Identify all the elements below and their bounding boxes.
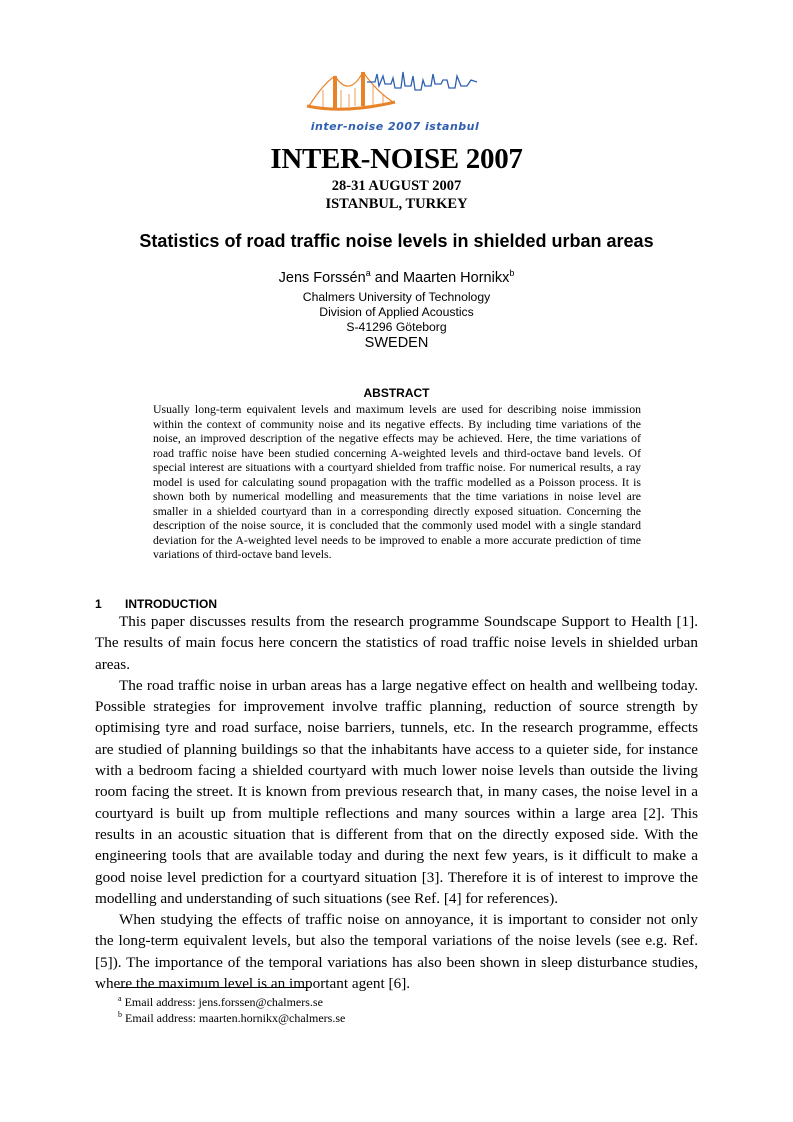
paper-title: Statistics of road traffic noise levels in shielded urban areas [139,231,654,251]
section-body [95,611,698,994]
conference-title: INTER-NOISE 2007 [270,143,523,175]
conference-logo [305,62,485,134]
affiliation-line: S-41296 Göteborg [346,320,447,334]
affiliation-line: Division of Applied Acoustics [319,305,474,319]
author-line [0,268,793,286]
author-name: Maarten Hornikx [402,269,510,286]
section-number: 1 [95,597,102,611]
paragraph: When studying the effects of traffic noise on annoyance, it is important to consider not only the long-term equivalent levels, but also the temporal variations of the noise levels (see e.g. Ref. [5]). The importance of the temporal variations has also been shown in sleep disturbance studies, where the maximum level is an important agent [6]. [95,911,698,993]
conference-date: 28-31 AUGUST 2007 [331,178,462,194]
footnote-mark: b [118,1010,122,1019]
footnote-mark: a [118,994,122,1003]
section-title: INTRODUCTION [125,597,217,611]
footnote [118,1010,345,1026]
logo-text: inter-noise 2007 istanbul [310,120,480,133]
affiliation-country: SWEDEN [364,335,429,351]
author-separator: and [370,269,403,286]
paragraph: The road traffic noise in urban areas has a large negative effect on health and wellbeing today. Possible strategies for improvement involve traffic planning, reduction of source strength by optimising tyre and road surface, noise barriers, tunnels, etc. In the research programme, effects are studied of planning buildings so that the inhabitants have access to a quieter side, for instance with a bedroom facing a shielded courtyard with much lower noise levels than outside the living room facing the street. It is known from previous research that, in many cases, the noise level in a courtyard is built up from multiple reflections and many sources within a large area [2]. This results in an acoustic situation that is different from that on the directly exposed side. With the engineering tools that are available today and during the next few years, is it difficult to make a good noise level prediction for a courtyard situation [3]. Therefore it is of interest to improve the modelling and understanding of such situations (see Ref. [4] for references). [95,676,698,907]
footnote-divider [117,987,311,988]
author-name: Jens Forssén [278,269,366,286]
conference-location: ISTANBUL, TURKEY [325,196,468,212]
abstract-heading: ABSTRACT [363,386,430,400]
section-heading [95,597,217,611]
affiliation-line: Chalmers University of Technology [302,290,491,304]
author-mark: a [365,268,371,278]
footnote-text: Email address: jens.forssen@chalmers.se [124,995,323,1009]
footnote-text: Email address: maarten.hornikx@chalmers.se [125,1011,346,1025]
footnote [118,994,323,1010]
bridge-wave-icon [305,62,485,122]
paragraph: This paper discusses results from the research programme Soundscape Support to Health [1]. The results of main focus here concern the statistics of road traffic noise levels in shielded urban areas. [95,613,698,673]
author-mark: b [509,268,515,278]
abstract-text: Usually long-term equivalent levels and maximum levels are used for describing noise immission within the context of community noise and its negative effects. By including time variations of the noise, an improved description of the negative effects may be achieved. Here, the time variations of road traffic noise have been studied concerning A-weighted levels and third-octave band levels. Of special interest are situations with a courtyard shielded from traffic noise. For numerical results, a ray model is used for calculating sound propagation with the traffic modelled as a Poisson process. It is shown both by numerical modelling and measurements that the time variations in noise level are smaller in a shielded courtyard than in a corresponding directly exposed situation. Concerning the description of the noise source, it is concluded that the commonly used model with a single standard deviation for the A-weighted level needs to be improved to enable a more accurate prediction of time variations of third-octave band levels. [153,402,641,561]
